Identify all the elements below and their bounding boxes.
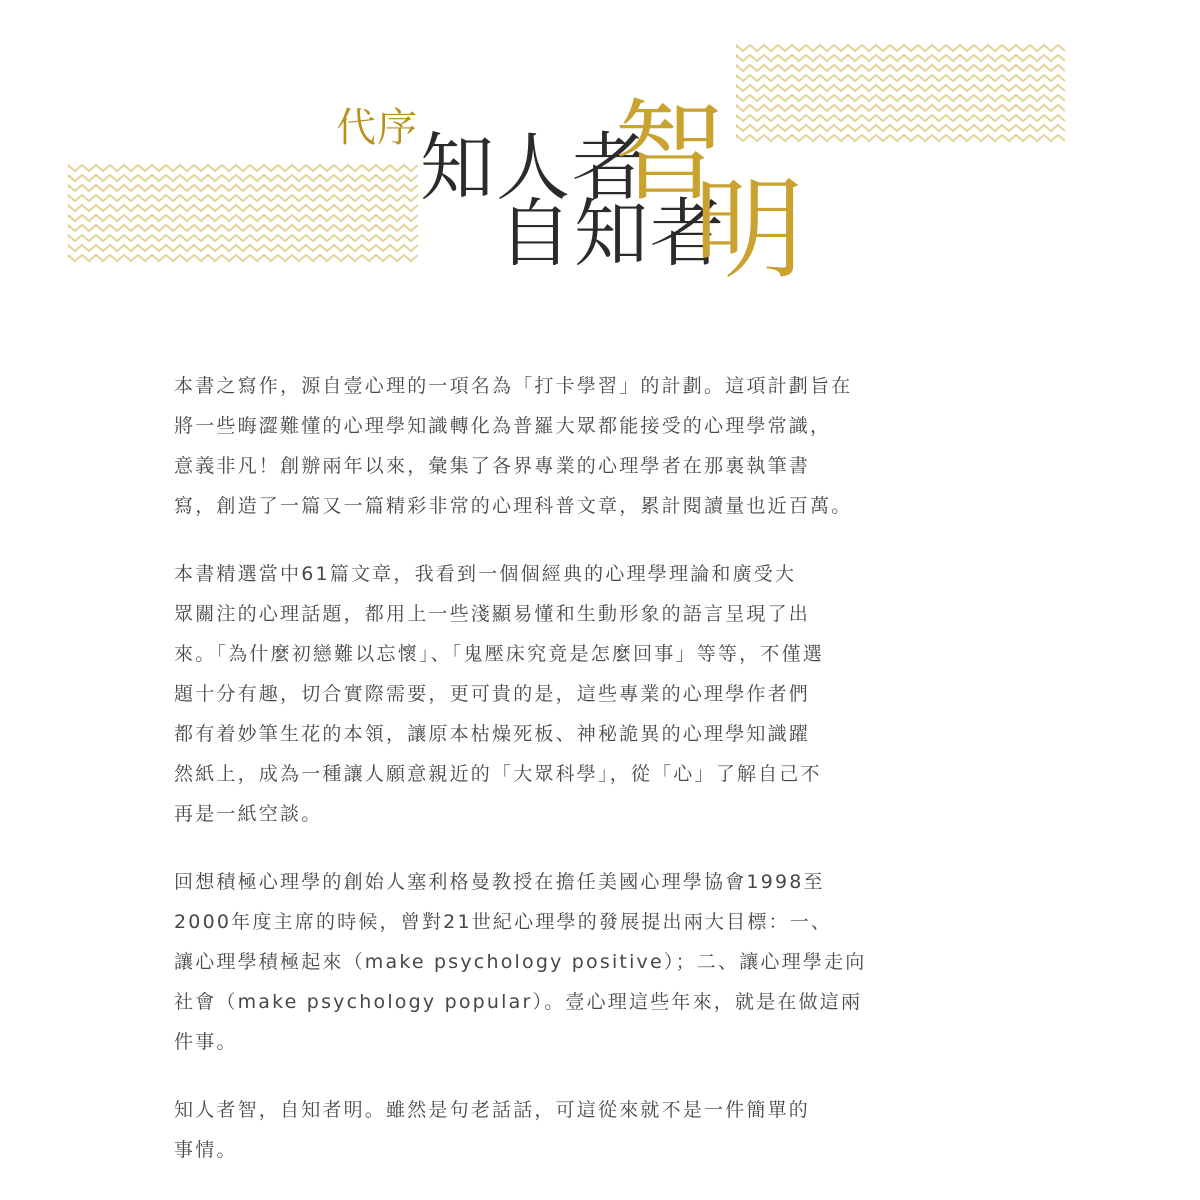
text-line: 本書之寫作，源自壹心理的一項名為「打卡學習」的計劃。這項計劃旨在 [174,375,853,397]
wave-line [736,65,1065,71]
paragraph [174,366,904,526]
wave-line [68,165,418,171]
text-line: 來。「為什麼初戀難以忘懷」、「鬼壓床究竟是怎麼回事」等等，不僅選 [174,643,824,665]
wave-line [68,185,418,191]
wave-line [68,215,418,221]
text-line: 社會（make psychology popular）。壹心理這些年來，就是在做這兩 [174,991,863,1013]
body-text [174,366,904,1198]
wave-line [736,125,1065,131]
text-line: 本書精選當中61篇文章，我看到一個個經典的心理學理論和廣受大 [174,563,797,585]
wave-line [68,205,418,211]
title-accent-1: 智 [614,88,724,216]
wave-line [736,115,1065,121]
wave-line [736,55,1065,61]
paragraph [174,862,904,1062]
text-line: 意義非凡！創辦兩年以來，彙集了各界專業的心理學者在那裏執筆書 [174,455,811,477]
text-line: 再是一紙空談。 [174,803,323,825]
wave-line [68,175,418,181]
wave-line [736,45,1065,51]
text-line: 事情。 [174,1139,238,1161]
title-accent-2: 明 [694,166,804,294]
text-line: 讓心理學積極起來（make psychology positive）；二、讓心理學走向 [174,951,867,973]
text-line: 2000年度主席的時候，曾對21世紀心理學的發展提出兩大目標：一、 [174,911,833,933]
text-line: 然紙上，成為一種讓人願意親近的「大眾科學」，從「心」了解自己不 [174,763,822,785]
wave-line [68,255,418,261]
text-line: 眾關注的心理話題，都用上一些淺顯易懂和生動形象的語言呈現了出 [174,603,811,625]
wave-line [736,85,1065,91]
preface-label: 代序 [336,105,418,151]
wave-line [68,225,418,231]
text-line: 將一些晦澀難懂的心理學知識轉化為普羅大眾都能接受的心理學常識， [174,415,832,437]
text-line: 件事。 [174,1031,238,1053]
paragraph [174,554,904,834]
text-line: 知人者智，自知者明。雖然是句老話話，可這從來就不是一件簡單的 [174,1099,811,1121]
paragraph [174,1090,904,1170]
wave-line [68,235,418,241]
title-line-1: 知人者 [420,125,648,211]
wave-line [736,105,1065,111]
wave-pattern-top-right [736,40,1066,146]
wave-line [68,245,418,251]
wave-line [736,75,1065,81]
wave-line [68,195,418,201]
text-line: 回想積極心理學的創始人塞利格曼教授在擔任美國心理學協會1998至 [174,871,825,893]
text-line: 都有着妙筆生花的本領，讓原本枯燥死板、神秘詭異的心理學知識躍 [174,723,811,745]
text-line: 寫，創造了一篇又一篇精彩非常的心理科普文章，累計閱讀量也近百萬。 [174,495,853,517]
title-line-2: 自知者 [498,191,726,277]
wave-line [736,135,1065,141]
wave-line [736,95,1065,101]
text-line: 題十分有趣，切合實際需要，更可貴的是，這些專業的心理學作者們 [174,683,811,705]
wave-pattern-left [68,160,420,266]
